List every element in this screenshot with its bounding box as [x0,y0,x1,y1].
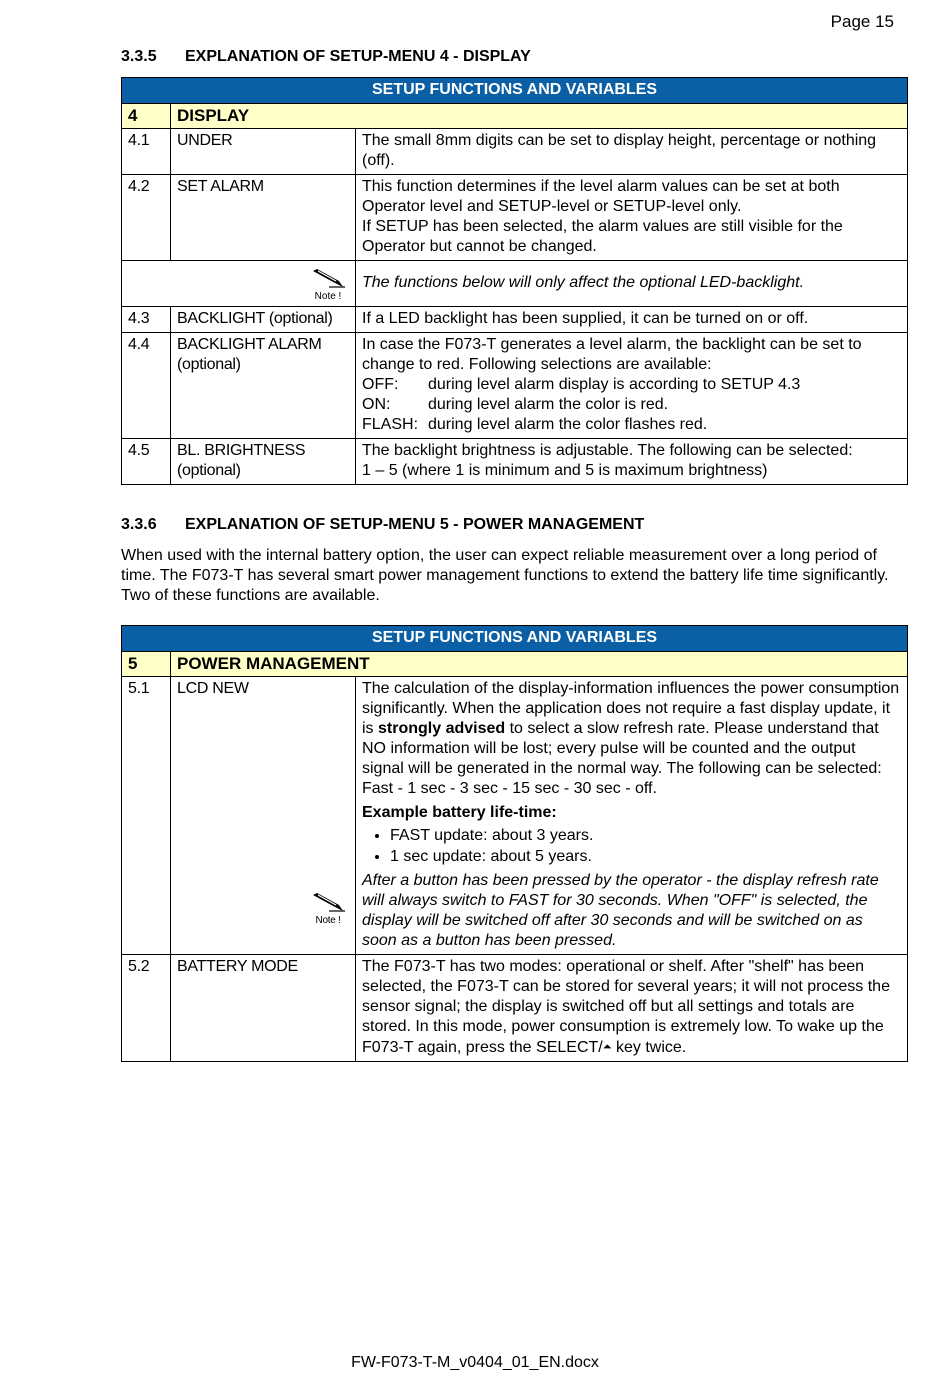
group-number: 4 [122,104,171,129]
group-name: DISPLAY [171,104,908,129]
option-text: during level alarm display is according to SETUP 4.3 [428,376,801,393]
list-item: • FAST update: about 3 years. [390,825,901,846]
option-line [362,395,901,415]
pencil-icon [309,265,347,291]
row-index: 4.2 [122,175,171,261]
note-label: Note ! [315,915,341,926]
table-row [122,677,908,955]
row-description-text: 1 – 5 (where 1 is minimum and 5 is maximum brightness) [362,462,768,479]
section-title: EXPLANATION OF SETUP-MENU 4 - DISPLAY [185,48,531,65]
options-line: Fast - 1 sec - 3 sec - 15 sec - 30 sec - off. [362,780,657,797]
row-description: The small 8mm digits can be set to display height, percentage or nothing (off). [356,129,908,175]
option-line [362,375,901,395]
row-description [356,677,908,955]
option-text: during level alarm the color flashes red. [428,416,708,433]
table-row [122,129,908,175]
row-description-text: If SETUP has been selected, the alarm values are still visible for the Operator but cannot be changed. [362,218,843,255]
row-name: LCD NEW [177,680,249,697]
table-row [122,955,908,1062]
section-title: EXPLANATION OF SETUP-MENU 5 - POWER MANAGEMENT [185,516,645,533]
note-icon-cell [122,261,356,307]
row-index: 5.1 [122,677,171,955]
row-description-text: The backlight brightness is adjustable. The following can be selected: [362,442,853,459]
row-name: BL. BRIGHTNESS (optional) [171,439,356,485]
note-row [122,261,908,307]
row-description-text: In case the F073-T generates a level alarm, the backlight can be set to change to red. Following selections are available: [362,336,862,373]
setup-table-power [121,625,908,1062]
note-text: The functions below will only affect the optional LED-backlight. [356,261,908,307]
section-heading-display [121,48,531,66]
row-index: 4.3 [122,307,171,333]
example-title: Example battery life-time: [362,804,557,821]
table-row [122,175,908,261]
note-icon [309,889,347,926]
section-heading-power [121,516,644,534]
row-index: 5.2 [122,955,171,1062]
section-number: 3.3.6 [121,516,157,533]
table-row [122,307,908,333]
row-description-text: This function determines if the level alarm values can be set at both Operator level and SETUP-level or SETUP-level only. [362,178,840,215]
row-description: If a LED backlight has been supplied, it can be turned on or off. [356,307,908,333]
example-list [362,825,901,867]
option-key: ON: [362,396,391,413]
table-row [122,333,908,439]
row-name-cell [171,677,356,955]
setup-table-display [121,77,908,485]
option-line [362,415,901,435]
note-icon [309,265,347,302]
row-description [356,175,908,261]
text-run: The F073-T has two modes: operational or shelf. After "shelf" has been selected, the F073-T can be stored for several years; it will not process the sensor signal; the display is switched off but all settings and totals are stored. In this mode, power consumption is extremely low. To wake up the F073-T again, press the SELECT/ [362,958,890,1056]
table-banner: SETUP FUNCTIONS AND VARIABLES [122,626,908,652]
row-index: 4.1 [122,129,171,175]
page-number: Page 15 [830,12,894,31]
table-row [122,439,908,485]
note-label: Note ! [314,291,342,302]
text-run: key twice. [611,1039,687,1056]
row-name: UNDER [171,129,356,175]
row-name: BACKLIGHT (optional) [171,307,356,333]
option-text: during level alarm the color is red. [428,396,669,413]
row-description [356,439,908,485]
row-name: BATTERY MODE [171,955,356,1062]
note-text: After a button has been pressed by the operator - the display refresh rate will always switch to FAST for 30 seconds. When "OFF" is selected, the display will be switched off after 30 seconds and will be switched on as soon as a button has been pressed. [362,872,879,949]
pencil-icon [309,889,347,915]
row-description [356,333,908,439]
text-run: The calculation of the display-information influences the power consumption significantly. When the application does not require a fast display update, it is [362,680,900,737]
up-arrow-icon: ⏶ [602,1041,612,1053]
emphasis-text: strongly advised [378,720,506,737]
row-description [356,955,908,1062]
row-description-text [362,679,901,779]
document-footer: FW-F073-T-M_v0404_01_EN.docx [351,1354,599,1371]
row-index: 4.5 [122,439,171,485]
row-name: SET ALARM [171,175,356,261]
text-run: to select a slow refresh rate. Please understand that NO information will be lost; every pulse will be counted and the output signal will be generated in the normal way. The following can be selected: [362,720,882,777]
option-key: FLASH: [362,416,419,433]
section-number: 3.3.5 [121,48,157,65]
group-name: POWER MANAGEMENT [171,652,908,677]
group-number: 5 [122,652,171,677]
list-item: • 1 sec update: about 5 years. [390,846,901,867]
row-name: BACKLIGHT ALARM (optional) [171,333,356,439]
table-banner: SETUP FUNCTIONS AND VARIABLES [122,78,908,104]
row-index: 4.4 [122,333,171,439]
section-intro: When used with the internal battery option, the user can expect reliable measurement over a long period of time. The F073-T has several smart power management functions to extend the battery life time significantly. Two of these functions are available. [121,547,889,604]
option-key: OFF: [362,376,399,393]
